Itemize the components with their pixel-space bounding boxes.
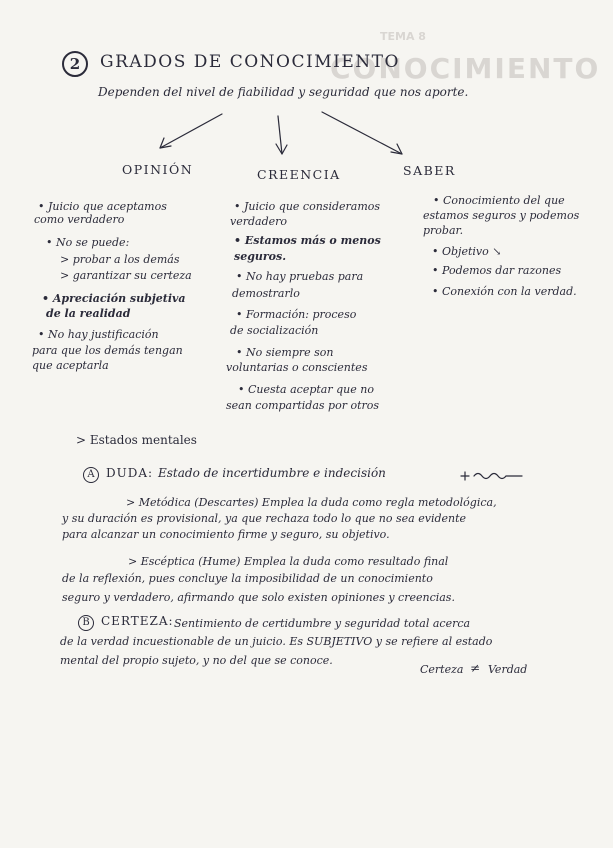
saber-line: • Podemos dar razones [432, 264, 562, 277]
creencia-line: de socialización [230, 324, 319, 337]
creencia-line: • No siempre son [236, 346, 334, 359]
opinion-line: como verdadero [34, 213, 125, 226]
creencia-line: voluntarias o conscientes [226, 361, 368, 374]
creencia-line: • No hay pruebas para [236, 270, 364, 283]
column-title-opinion: OPINIÓN [122, 162, 194, 177]
section-title: GRADOS DE CONOCIMIENTO [100, 52, 400, 72]
opinion-line: para que los demás tengan [32, 344, 183, 357]
section-number: 2 [62, 51, 88, 77]
opinion-line: > probar a los demás [60, 253, 180, 266]
duda-esceptica-line: seguro y verdadero, afirmando que solo existen opiniones y creencias. [62, 591, 455, 604]
certeza-head: CERTEZA: [101, 614, 174, 628]
duda-definition: Estado de incertidumbre e indecisión [158, 466, 386, 480]
bleed-through-top: TEMA 8 [380, 30, 426, 43]
duda-esceptica-line: > Escéptica (Hume) Emplea la duda como resultado final [128, 555, 449, 568]
duda-metodica-line: > Metódica (Descartes) Emplea la duda como regla metodológica, [126, 496, 497, 509]
certeza-line: mental del propio sujeto, y no del que se conoce. [60, 654, 333, 667]
creencia-line: • Formación: proceso [236, 308, 357, 321]
certeza-line: de la verdad incuestionable de un juicio. Es SUBJETIVO y se refiere al estado [60, 635, 493, 648]
duda-letter: A [83, 467, 99, 483]
bleed-through-title: CONOCIMIENTO [330, 52, 601, 85]
creencia-line: verdadero [230, 215, 288, 228]
creencia-line: sean compartidas por otros [226, 399, 380, 412]
saber-line: • Objetivo ↘ [432, 245, 502, 258]
mental-states-heading: > Estados mentales [76, 433, 197, 447]
opinion-line: • No se puede: [46, 236, 130, 249]
duda-head: DUDA: [106, 466, 154, 480]
opinion-line: • Juicio que aceptamos [38, 200, 167, 213]
opinion-line: que aceptarla [32, 359, 109, 372]
creencia-line: demostrarlo [232, 287, 300, 300]
opinion-line: • No hay justificación [38, 328, 159, 341]
section-subtitle: Dependen del nivel de fiabilidad y seguridad que nos aporte. [98, 85, 469, 99]
arrow-to-opinion [160, 114, 222, 148]
duda-metodica-line: y su duración es provisional, ya que rechaza todo lo que no sea evidente [62, 512, 467, 525]
formula-verdad: Verdad [488, 663, 528, 676]
certeza-line: Sentimiento de certidumbre y seguridad total acerca [174, 617, 471, 630]
creencia-line: • Juicio que consideramos [234, 200, 381, 213]
creencia-line: seguros. [234, 250, 287, 263]
saber-line: estamos seguros y podemos [423, 209, 580, 222]
creencia-line: • Estamos más o menos [234, 234, 381, 247]
saber-line: • Conexión con la verdad. [432, 285, 577, 298]
creencia-line: • Cuesta aceptar que no [238, 383, 374, 396]
arrow-to-saber [322, 112, 402, 154]
formula-not-equal: ≠ [470, 661, 481, 675]
duda-esceptica-line: de la reflexión, pues concluye la imposibilidad de un conocimiento [62, 572, 433, 585]
saber-line: • Conocimiento del que [433, 194, 565, 207]
opinion-line: de la realidad [46, 307, 131, 320]
saber-line: probar. [423, 224, 464, 237]
duda-metodica-line: para alcanzar un conocimiento firme y seguro, su objetivo. [62, 528, 390, 541]
scribble-mark [474, 474, 522, 479]
opinion-line: • Apreciación subjetiva [42, 292, 186, 305]
opinion-line: > garantizar su certeza [60, 269, 192, 282]
column-title-creencia: CREENCIA [257, 167, 341, 182]
certeza-letter: B [78, 615, 94, 631]
column-title-saber: SABER [403, 163, 456, 178]
formula-certeza: Certeza [420, 663, 464, 676]
